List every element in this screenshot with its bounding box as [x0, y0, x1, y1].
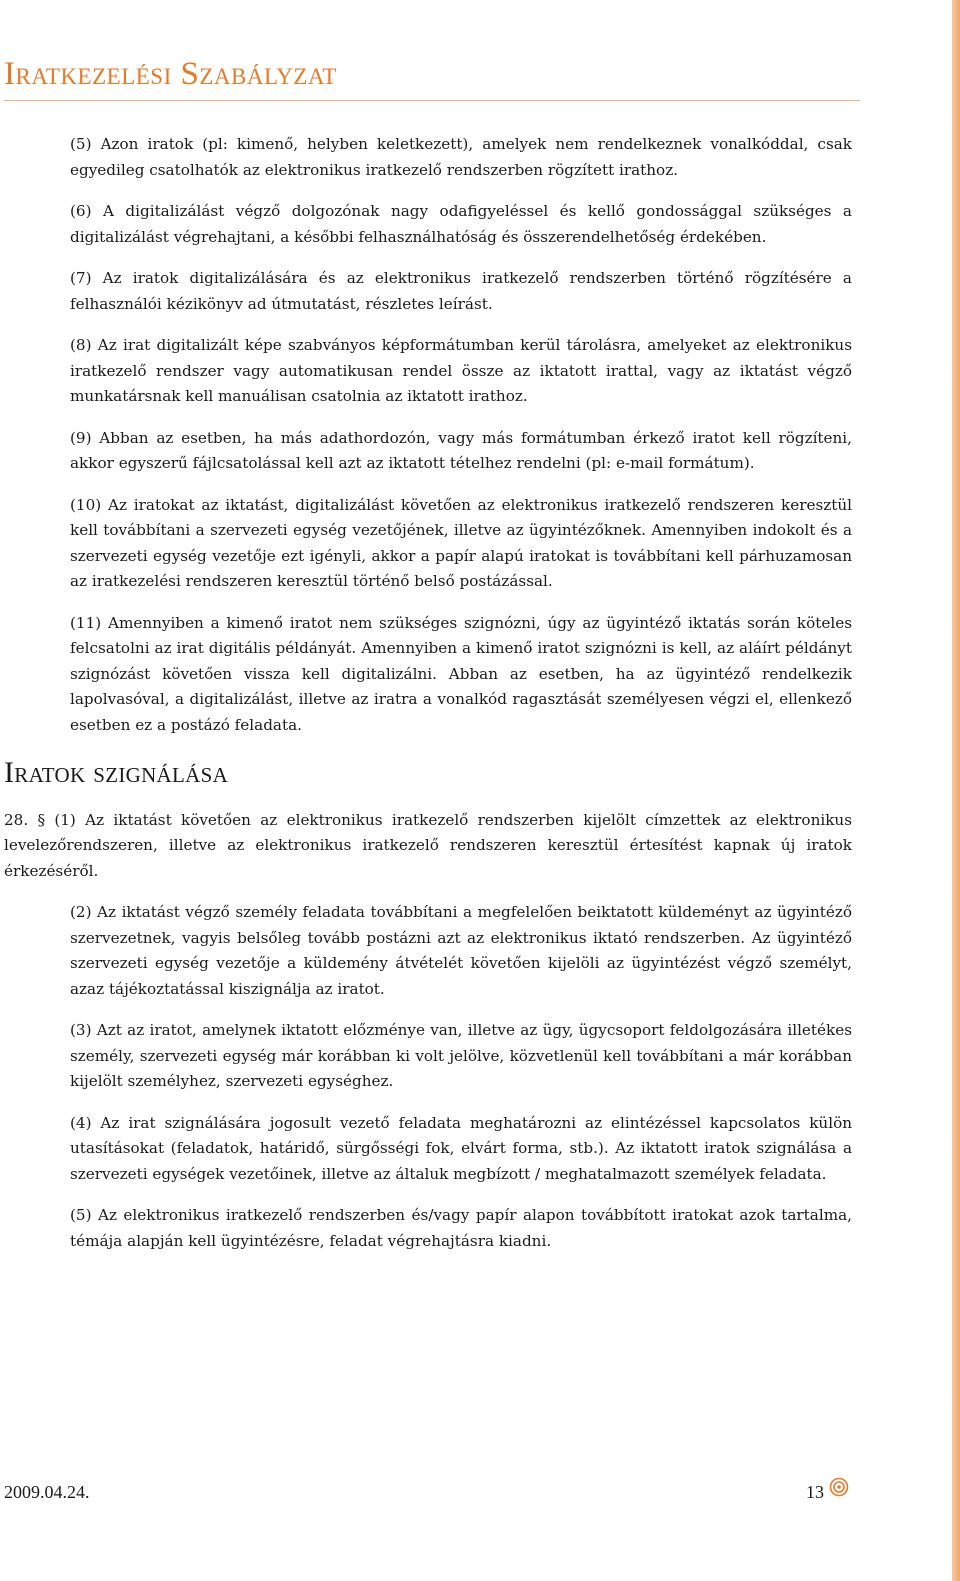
footer-date: 2009.04.24. [4, 1482, 90, 1502]
paragraph-9: (9) Abban az esetben, ha más adathordozón, vagy más formátumban érkező iratot kell rögzíteni, akkor egyszerű fájlcsatolással kell azt az iktatott tételhez rendelni (pl: e-mail formátum). [70, 428, 852, 472]
paragraph-10: (10) Az iratokat az iktatást, digitalizálást követően az elektronikus iratkezelő rendszeren keresztül kell továbbítani a szervezeti egység vezetőjének, illetve az ügyintézőknek. Amennyiben indokolt és a szervezeti egység vezetője ezt igényli, akkor a papír alapú iratokat is továbbítani kell párhuzamosan az iratkezelési rendszeren keresztül történő belső postázással. [70, 495, 852, 590]
section-28-paragraph-4: (4) Az irat szignálására jogosult vezető feladata meghatározni az elintézéssel kapcsolatos külön utasításokat (feladatok, határidő, sürgősségi fok, elvárt forma, stb.). Az iktatott iratok szignálása a szervezeti egységek vezetőinek, illetve az általuk megbízott / meghatalmazott személyek feladata. [70, 1113, 852, 1183]
section-title: Iratok szignálása [4, 756, 229, 789]
section-28-paragraph-2: (2) Az iktatást végző személy feladata továbbítani a megfelelően beiktatott küldeményt az ügyintéző szervezetnek, vagyis belsőleg tovább postázni azt az elektronikus iktató rendszerben. Az ügyintéző szervezeti egység vezetője a küldemény átvételét követően kijelöli az ügyintézést végző személyt, azaz tájékoztatással kiszignálja az iratot. [70, 903, 852, 998]
paragraph-6: (6) A digitalizálást végző dolgozónak nagy odafigyeléssel és kellő gondossággal szükséges a digitalizálást végrehajtani, a későbbi felhasználhatóság és összerendelhetőség érdekében. [70, 202, 852, 246]
document-body [0, 132, 960, 1270]
section-28-paragraph-5: (5) Az elektronikus iratkezelő rendszerben és/vagy papír alapon továbbított iratokat azok tartalma, témája alapján kell ügyintézésre, feladat végrehajtásra kiadni. [70, 1206, 852, 1250]
footer-page-number: 13 [806, 1482, 824, 1502]
paragraph-11: (11) Amennyiben a kimenő iratot nem szükséges szignózni, úgy az ügyintéző iktatás során köteles felcsatolni az irat digitális példányát. Amennyiben a kimenő iratot szignózni is kell, az aláírt példányt szignózást követően vissza kell digitalizálni. Abban az esetben, ha az ügyintéző rendelkezik lapolvasóval, a digitalizálást, illetve az iratra a vonalkód ragasztását személyesen végzi el, ellenkező esetben ez a postázó feladata. [70, 613, 852, 734]
section-28-paragraph-3: (3) Azt az iratot, amelynek iktatott előzménye van, illetve az ügy, ügycsoport feldolgozására illetékes személy, szervezeti egység már korábban ki volt jelölve, közvetlenül kell továbbítani a már korábban kijelölt személyhez, szervezeti egységhez. [70, 1021, 852, 1090]
paragraph-8: (8) Az irat digitalizált képe szabványos képformátumban kerül tárolásra, amelyeket az elektronikus iratkezelő rendszer vagy automatikusan rendel össze az iktatott irattal, vagy az iktatást végző munkatársnak kell manuálisan csatolnia az iktatott irathoz. [70, 336, 852, 405]
section-28-paragraph-1: 28. § (1) Az iktatást követően az elektronikus iratkezelő rendszerben kijelölt címzettek az elektronikus levelezőrendszeren, illetve az elektronikus iratkezelő rendszeren keresztül értesítést kapnak új iratok érkezéséről. [4, 810, 852, 880]
paragraph-7: (7) Az iratok digitalizálására és az elektronikus iratkezelő rendszerben történő rögzítésére a felhasználói kézikönyv ad útmutatást, részletes leírást. [70, 269, 852, 313]
document-header-title: Iratkezelési Szabályzat [4, 56, 337, 92]
header-divider [4, 100, 860, 101]
concentric-circles-icon [829, 1477, 849, 1497]
paragraph-5: (5) Azon iratok (pl: kimenő, helyben keletkezett), amelyek nem rendelkeznek vonalkóddal, csak egyedileg csatolhatók az elektronikus iratkezelő rendszerben rögzített irathoz. [70, 135, 852, 179]
